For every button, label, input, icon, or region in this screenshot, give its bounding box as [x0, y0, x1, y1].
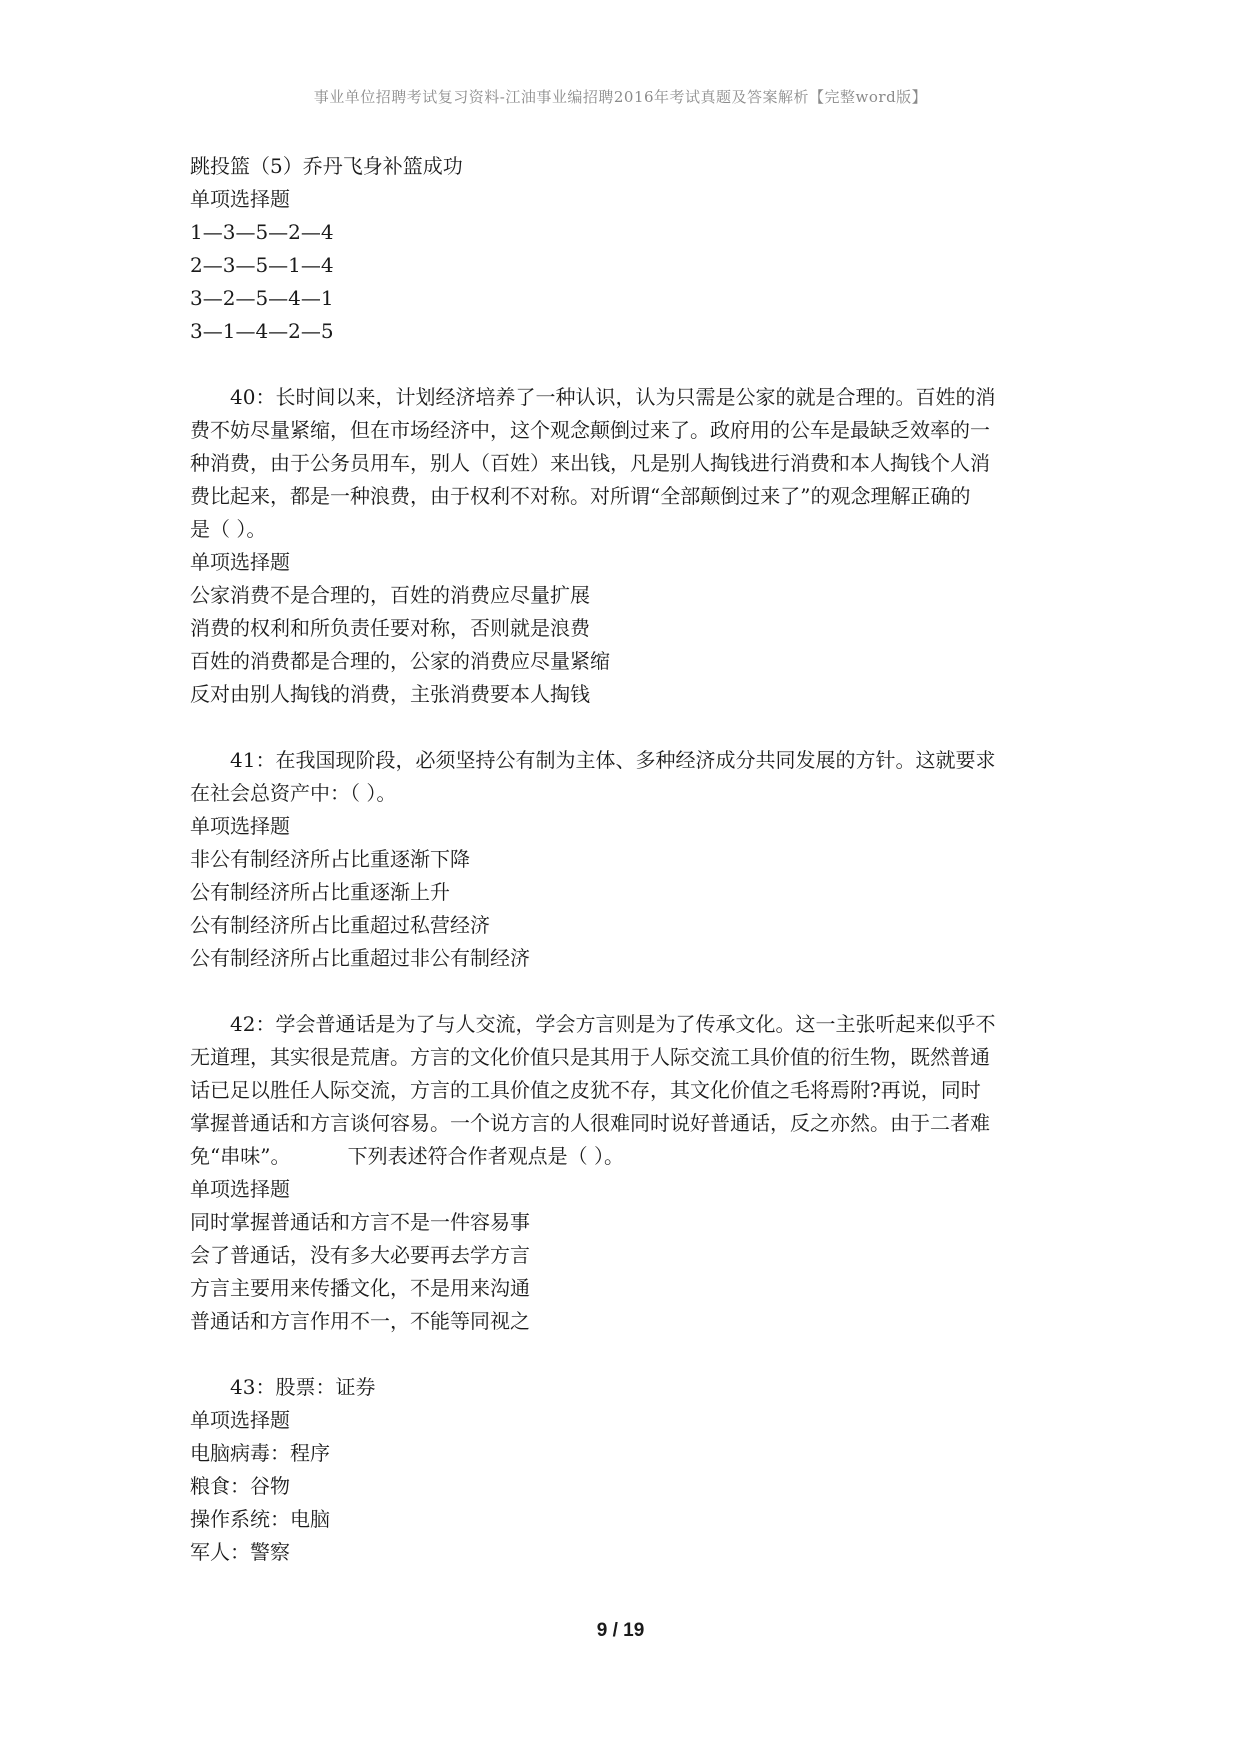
- option-a: 非公有制经济所占比重逐渐下降: [190, 847, 470, 871]
- question-stem-line: 费比起来，都是一种浪费，由于权利不对称。对所谓“全部颠倒过来了”的观念理解正确的: [190, 484, 971, 508]
- question-stem-line: 42：学会普通话是为了与人交流，学会方言则是为了传承文化。这一主张听起来似乎不: [230, 1012, 996, 1036]
- option-a: 公家消费不是合理的，百姓的消费应尽量扩展: [190, 583, 590, 607]
- document-body: [190, 150, 1060, 1569]
- question-stem-line: 41：在我国现阶段，必须坚持公有制为主体、多种经济成分共同发展的方针。这就要求: [230, 748, 996, 772]
- question-39-tail: [190, 150, 1060, 348]
- question-43: [190, 1371, 1060, 1569]
- question-42: [190, 1008, 1060, 1338]
- option-d: 公有制经济所占比重超过非公有制经济: [190, 946, 530, 970]
- question-stem-line: 是（ ）。: [190, 517, 267, 541]
- question-type: 单项选择题: [190, 814, 290, 838]
- page-header: 事业单位招聘考试复习资料-江油事业编招聘2016年考试真题及答案解析【完整word版】: [313, 88, 928, 106]
- option-b: 公有制经济所占比重逐渐上升: [190, 880, 450, 904]
- option-d: 3—1—4—2—5: [190, 319, 334, 343]
- question-stem-line: 无道理，其实很是荒唐。方言的文化价值只是其用于人际交流工具价值的衍生物，既然普通: [190, 1045, 990, 1069]
- option-b: 2—3—5—1—4: [190, 253, 334, 277]
- question-stem-line: 免“串味”。 下列表述符合作者观点是（ ）。: [190, 1144, 625, 1168]
- option-c: 公有制经济所占比重超过私营经济: [190, 913, 490, 937]
- question-type: 单项选择题: [190, 187, 290, 211]
- option-c: 3—2—5—4—1: [190, 286, 334, 310]
- question-stem-line: 掌握普通话和方言谈何容易。一个说方言的人很难同时说好普通话，反之亦然。由于二者难: [190, 1111, 990, 1135]
- option-c: 操作系统：电脑: [190, 1507, 330, 1531]
- option-a: 电脑病毒：程序: [190, 1441, 330, 1465]
- question-type: 单项选择题: [190, 1408, 290, 1432]
- question-stem-line: 费不妨尽量紧缩，但在市场经济中，这个观念颠倒过来了。政府用的公车是最缺乏效率的一: [190, 418, 990, 442]
- option-b: 会了普通话，没有多大必要再去学方言: [190, 1243, 530, 1267]
- question-stem-line: 话已足以胜任人际交流，方言的工具价值之皮犹不存，其文化价值之毛将焉附?再说，同时: [190, 1078, 981, 1102]
- option-d: 反对由别人掏钱的消费，主张消费要本人掏钱: [190, 682, 590, 706]
- question-type: 单项选择题: [190, 1177, 290, 1201]
- option-c: 方言主要用来传播文化，不是用来沟通: [190, 1276, 530, 1300]
- question-stem-line: 40：长时间以来，计划经济培养了一种认识，认为只需是公家的就是合理的。百姓的消: [230, 385, 996, 409]
- option-d: 军人：警察: [190, 1540, 290, 1564]
- option-a: 1—3—5—2—4: [190, 220, 334, 244]
- option-d: 普通话和方言作用不一，不能等同视之: [190, 1309, 530, 1333]
- question-stem-line: 在社会总资产中：（ ）。: [190, 781, 397, 805]
- question-41: [190, 744, 1060, 975]
- question-stem-line: 种消费，由于公务员用车，别人（百姓）来出钱，凡是别人掏钱进行消费和本人掏钱个人消: [190, 451, 990, 475]
- option-a: 同时掌握普通话和方言不是一件容易事: [190, 1210, 530, 1234]
- option-c: 百姓的消费都是合理的，公家的消费应尽量紧缩: [190, 649, 610, 673]
- question-40: [190, 381, 1060, 711]
- option-b: 消费的权利和所负责任要对称，否则就是浪费: [190, 616, 590, 640]
- question-stem-tail: 跳投篮（5）乔丹飞身补篮成功: [190, 154, 463, 178]
- page-number: 9 / 19: [596, 1620, 645, 1641]
- question-type: 单项选择题: [190, 550, 290, 574]
- option-b: 粮食：谷物: [190, 1474, 290, 1498]
- question-stem-line: 43：股票：证券: [230, 1375, 376, 1399]
